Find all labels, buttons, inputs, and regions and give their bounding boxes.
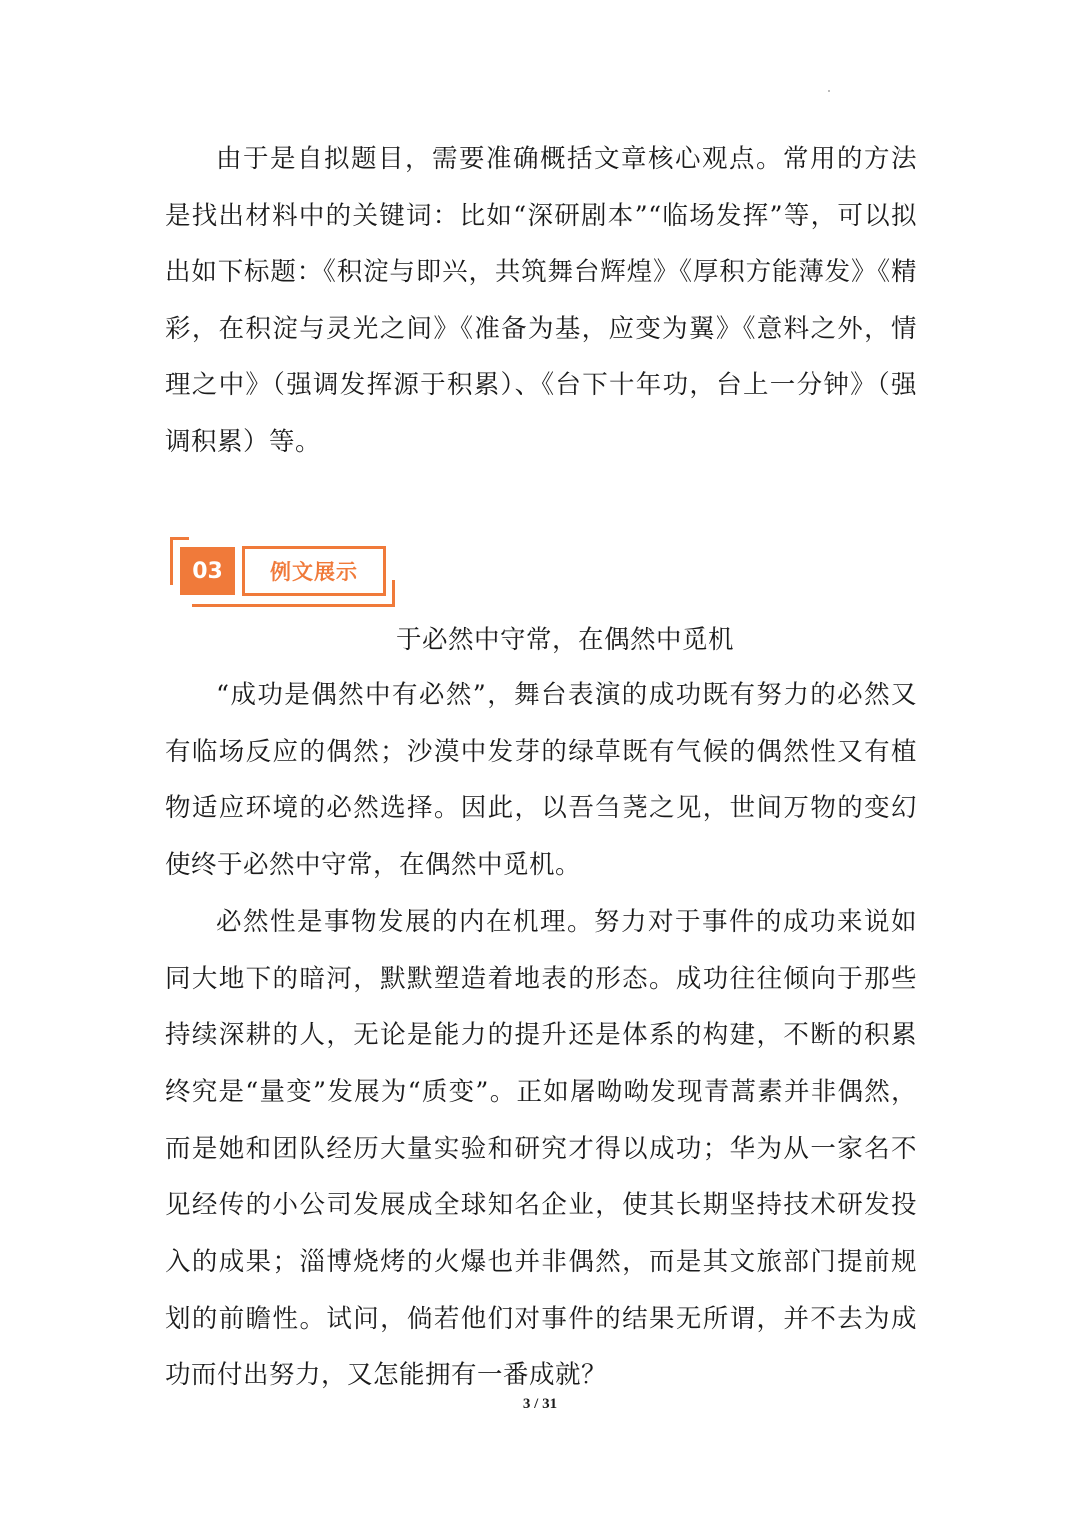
essay-title: 于必然中守常，在偶然中觅机 [395, 625, 734, 655]
essay-body [165, 667, 917, 1404]
page-mark [828, 90, 830, 92]
section-label: 例文展示 [242, 546, 386, 596]
section-header [170, 537, 395, 607]
page-number: 3 / 31 [522, 1396, 558, 1412]
essay-paragraph: 必然性是事物发展的内在机理。努力对于事件的成功来说如同大地下的暗河，默默塑造着地表的形态。成功往往倾向于那些持续深耕的人，无论是能力的提升还是体系的构建，不断的积累终究是“量变”发展为“质变”。正如屠呦呦发现青蒿素并非偶然，而是她和团队经历大量实验和研究才得以成功；华为从一家名不见经传的小公司发展成全球知名企业，使其长期坚持技术研发投入的成果；淄博烧烤的火爆也并非偶然，而是其文旅部门提前规划的前瞻性。试问，倘若他们对事件的结果无所谓，并不去为成功而付出努力，又怎能拥有一番成就？ [165, 906, 917, 1391]
essay-paragraph: “成功是偶然中有必然”，舞台表演的成功既有努力的必然又有临场反应的偶然；沙漠中发芽的绿草既有气候的偶然性又有植物适应环境的必然选择。因此，以吾刍荛之见，世间万物的变幻使终于必然中守常，在偶然中觅机。 [165, 680, 917, 881]
intro-paragraph: 由于是自拟题目，需要准确概括文章核心观点。常用的方法是找出材料中的关键词：比如“深研剧本”“临场发挥”等，可以拟出如下标题：《积淀与即兴，共筑舞台辉煌》《厚积方能薄发》《精彩，在积淀与灵光之间》《准备为基，应变为翼》《意料之外，情理之中》（强调发挥源于积累）、《台下十年功，台上一分钟》（强调积累）等。 [165, 144, 917, 457]
section-number-badge: 03 [180, 547, 235, 595]
